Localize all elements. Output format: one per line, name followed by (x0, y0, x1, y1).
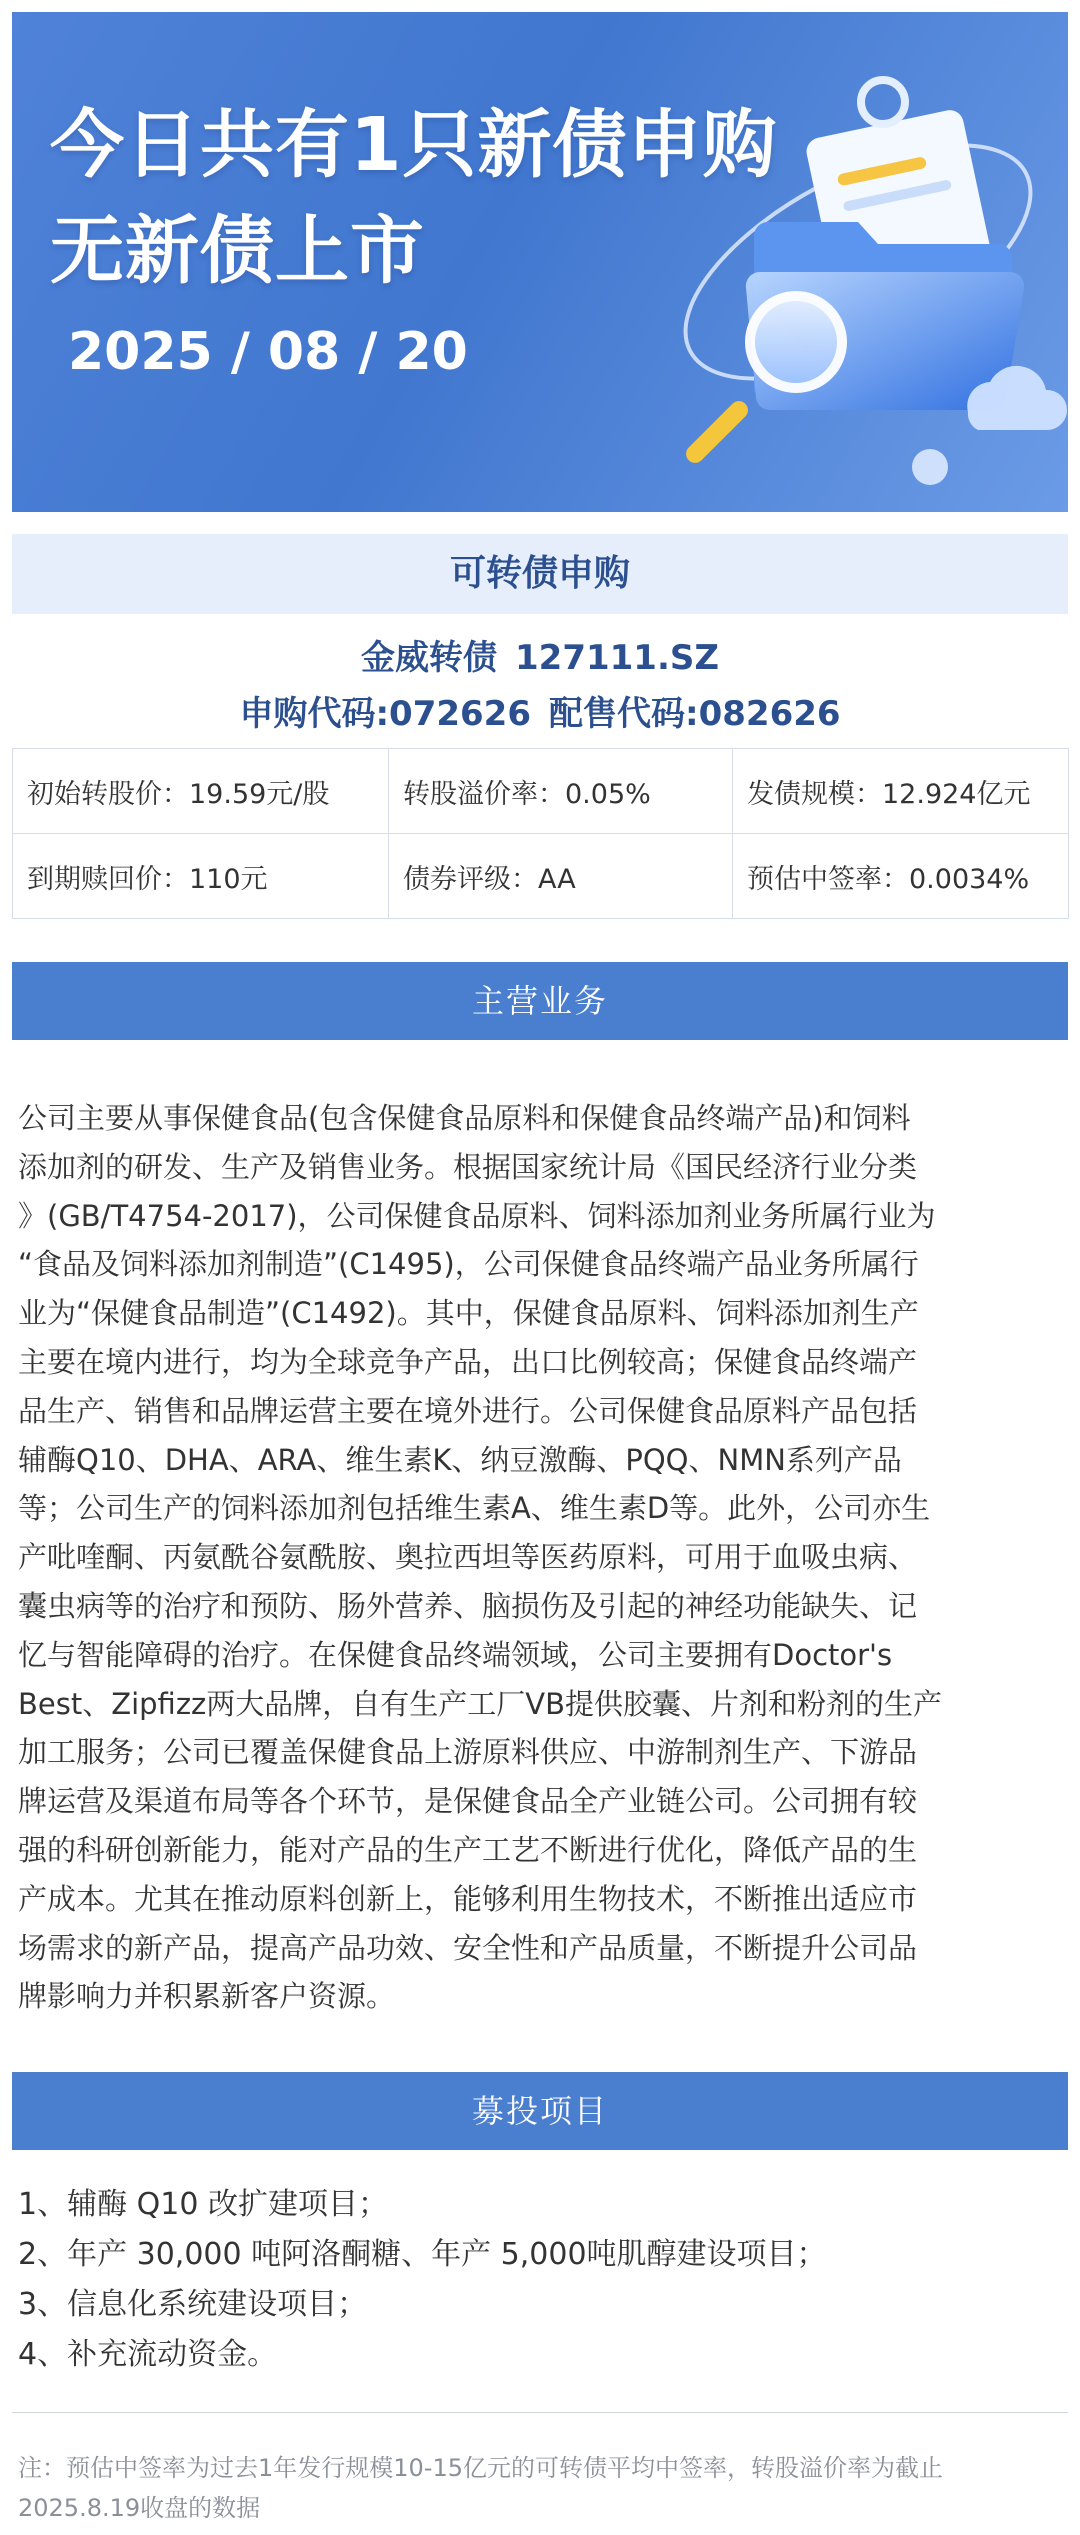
business-line: “食品及饲料添加剂制造”(C1495)，公司保健食品终端产品业务所属行 (18, 1247, 919, 1282)
business-line: 公司主要从事保健食品(包含保健食品原料和保健食品终端产品)和饲料 (18, 1101, 911, 1135)
magnifier-handle (682, 397, 751, 466)
section-header-subscription: 可转债申购 (12, 534, 1068, 614)
bond-code: 127111.SZ (515, 638, 719, 678)
purchase-code: 申购代码:072626 (239, 694, 531, 734)
magnifier-lens (750, 296, 842, 388)
business-line: Best、Zipfizz两大品牌，自有生产工厂VB提供胶囊、片剂和粉剂的生产 (18, 1686, 942, 1721)
metric-conversion-premium: 转股溢价率：0.05% (389, 749, 733, 834)
metric-initial-conversion-price: 初始转股价：19.59元/股 (13, 749, 389, 834)
business-line: 主要在境内进行，均为全球竞争产品，出口比例较高；保健食品终端产 (18, 1344, 918, 1379)
business-line: 等；公司生产的饲料添加剂包括维生素A、维生素D等。此外，公司亦生 (18, 1491, 931, 1526)
business-line: 强的科研创新能力，能对产品的生产工艺不断进行优化，降低产品的生 (18, 1832, 918, 1867)
allotment-code: 配售代码:082626 (549, 694, 841, 734)
bond-metrics-table (12, 748, 1069, 919)
table-row (13, 834, 1069, 919)
list-item: 1、辅酶 Q10 改扩建项目； (18, 2187, 388, 2222)
footnote-line: 注：预估中签率为过去1年发行规模10-15亿元的可转债平均中签率，转股溢价率为截止 (18, 2454, 944, 2482)
project-list (18, 2180, 1058, 2380)
bond-title (12, 630, 1068, 679)
business-line: 加工服务；公司已覆盖保健食品上游原料供应、中游制剂生产、下游品 (18, 1735, 918, 1770)
bond-codes (12, 686, 1068, 735)
list-item: 4、补充流动资金。 (18, 2337, 278, 2372)
refresh-ring (861, 80, 905, 124)
metric-issue-size: 发债规模：12.924亿元 (733, 749, 1069, 834)
business-line: 忆与智能障碍的治疗。在保健食品终端领域，公司主要拥有Doctor's (18, 1637, 893, 1672)
section-header-business: 主营业务 (12, 962, 1068, 1040)
business-line: 牌影响力并积累新客户资源。 (18, 1979, 396, 2014)
metric-credit-rating: 债券评级：AA (389, 834, 733, 919)
footnote-line: 2025.8.19收盘的数据 (18, 2494, 261, 2522)
business-line: 品生产、销售和品牌运营主要在境外进行。公司保健食品原料产品包括 (18, 1393, 918, 1428)
business-line: 产吡喹酮、丙氨酰谷氨酰胺、奥拉西坦等医药原料，可用于血吸虫病、 (18, 1540, 918, 1575)
business-line: 场需求的新产品，提高产品功效、安全性和产品质量，不断提升公司品 (18, 1930, 918, 1965)
orb-sphere (912, 449, 948, 485)
footnote (18, 2448, 1064, 2528)
list-item: 2、年产 30,000 吨阿洛酮糖、年产 5,000吨肌醇建设项目； (18, 2237, 827, 2272)
divider (12, 2412, 1068, 2413)
business-line: 》(GB/T4754-2017)，公司保健食品原料、饲料添加剂业务所属行业为 (18, 1198, 936, 1233)
business-line: 囊虫病等的治疗和预防、肠外营养、脑损伤及引起的神经功能缺失、记 (18, 1588, 918, 1623)
table-row (13, 749, 1069, 834)
business-line: 业为“保健食品制造”(C1492)。其中，保健食品原料、饲料添加剂生产 (18, 1296, 919, 1331)
banner-date: 2025 / 08 / 20 (68, 322, 468, 382)
business-line: 牌运营及渠道布局等各个环节，是保健食品全产业链公司。公司拥有较 (18, 1784, 918, 1819)
banner-title-line2: 无新债上市 (50, 208, 425, 294)
metric-redemption-price: 到期赎回价：110元 (13, 834, 389, 919)
list-item: 3、信息化系统建设项目； (18, 2287, 368, 2322)
business-line: 辅酶Q10、DHA、ARA、维生素K、纳豆激酶、PQQ、NMN系列产品 (18, 1442, 902, 1477)
business-line: 产成本。尤其在推动原料创新上，能够利用生物技术，不断推出适应市 (18, 1881, 918, 1916)
business-line: 添加剂的研发、生产及销售业务。根据国家统计局《国民经济行业分类 (18, 1149, 918, 1184)
banner-title-line1: 今日共有1只新债申购 (50, 102, 778, 188)
business-description (18, 1094, 1064, 2021)
header-banner (12, 12, 1068, 512)
bond-name: 金威转债 (361, 638, 497, 678)
section-header-projects: 募投项目 (12, 2072, 1068, 2150)
folder-magnifier-illustration (648, 12, 1068, 512)
metric-estimated-win-rate: 预估中签率：0.0034% (733, 834, 1069, 919)
